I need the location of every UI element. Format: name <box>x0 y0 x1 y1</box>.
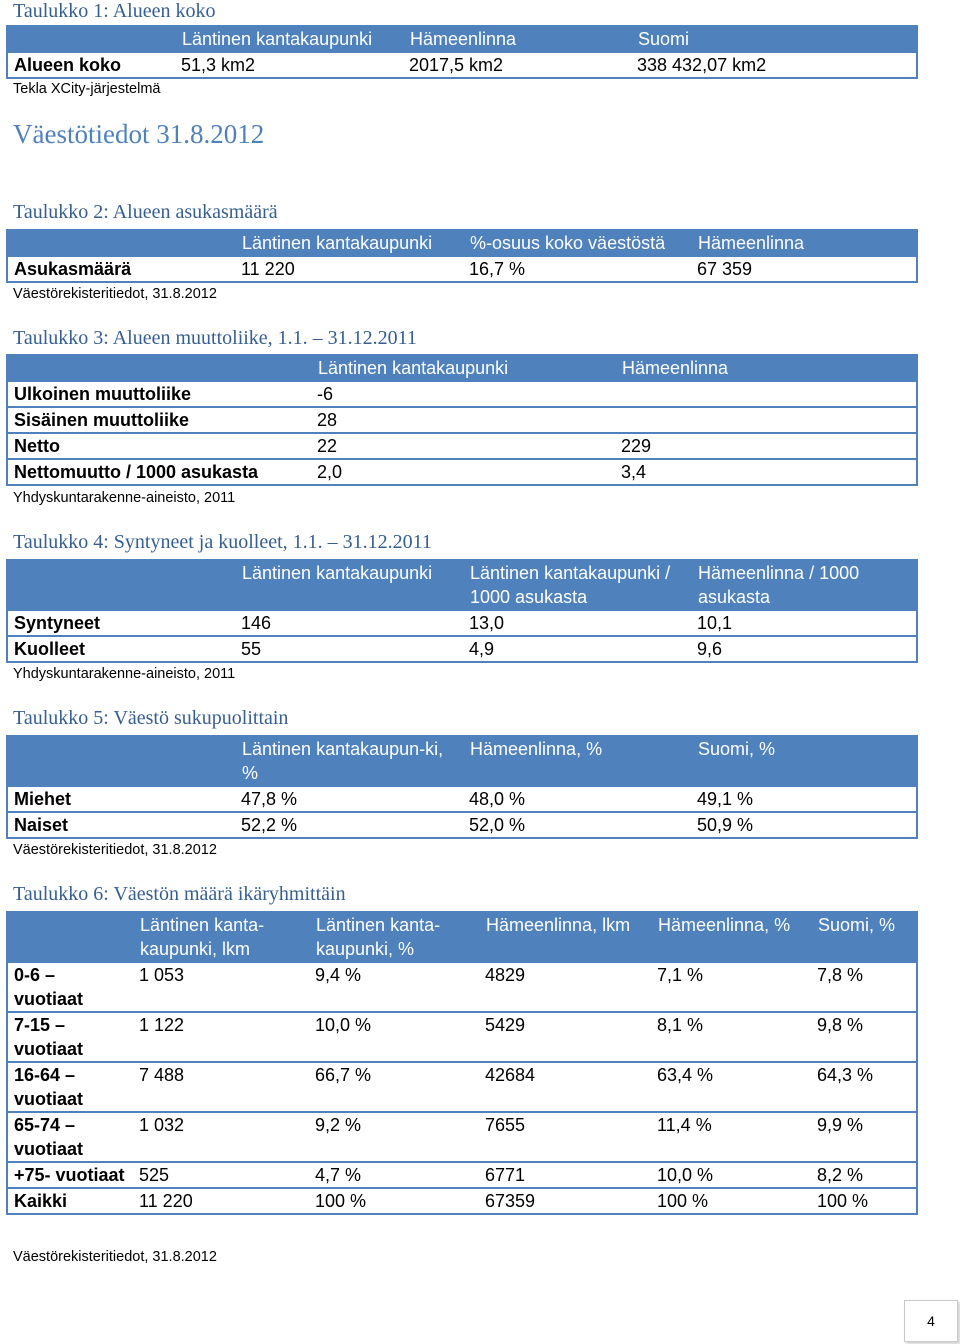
table-2-caption: Taulukko 2: Alueen asukasmäärä <box>13 201 278 223</box>
table-header-cell: Läntinen kantakaupunki <box>311 355 615 381</box>
table-row <box>7 52 917 78</box>
table-cell: 4829 <box>479 962 651 1012</box>
row-label: Ulkoinen muuttoliike <box>7 381 311 407</box>
table-cell: 11 220 <box>235 256 463 282</box>
table-cell: 1 032 <box>133 1112 309 1162</box>
table-cell: 100 % <box>309 1188 479 1214</box>
table-header-cell: Hämeenlinna / 1000 asukasta <box>691 560 917 610</box>
table-1 <box>6 25 918 79</box>
table-header-cell: Hämeenlinna, lkm <box>479 912 651 962</box>
table-cell: 47,8 % <box>235 786 463 812</box>
table-cell: 7 488 <box>133 1062 309 1112</box>
table-cell: 3,4 <box>615 459 917 485</box>
table-row <box>7 1112 917 1162</box>
table-header-cell: Läntinen kantakaupun-ki, % <box>235 736 463 786</box>
table-header-cell <box>7 26 175 52</box>
table-cell: 9,4 % <box>309 962 479 1012</box>
table-6 <box>6 911 918 1215</box>
table-4-source: Yhdyskuntarakenne-aineisto, 2011 <box>13 666 236 682</box>
row-label: Sisäinen muuttoliike <box>7 407 311 433</box>
table-cell: 42684 <box>479 1062 651 1112</box>
table-cell: 10,1 <box>691 610 917 636</box>
row-label: +75- vuotiaat <box>7 1162 133 1188</box>
table-cell: 67359 <box>479 1188 651 1214</box>
table-1-caption: Taulukko 1: Alueen koko <box>13 0 216 22</box>
table-cell: 9,8 % <box>811 1012 917 1062</box>
table-cell: 7655 <box>479 1112 651 1162</box>
table-cell: -6 <box>311 381 615 407</box>
table-cell: 22 <box>311 433 615 459</box>
row-label: Syntyneet <box>7 610 235 636</box>
table-row <box>7 1188 917 1214</box>
table-header-row <box>7 230 917 256</box>
table-cell: 50,9 % <box>691 812 917 838</box>
table-cell: 229 <box>615 433 917 459</box>
table-header-cell <box>7 560 235 610</box>
row-label: Netto <box>7 433 311 459</box>
table-5 <box>6 735 918 839</box>
table-cell: 7,1 % <box>651 962 811 1012</box>
table-2-source: Väestörekisteritiedot, 31.8.2012 <box>13 286 217 302</box>
table-cell: 51,3 km2 <box>175 52 403 78</box>
table-cell: 16,7 % <box>463 256 691 282</box>
table-header-cell: Hämeenlinna, % <box>651 912 811 962</box>
row-label: Nettomuutto / 1000 asukasta <box>7 459 311 485</box>
section-heading: Väestötiedot 31.8.2012 <box>13 119 265 149</box>
table-cell: 4,7 % <box>309 1162 479 1188</box>
table-header-cell: Läntinen kantakaupunki / 1000 asukasta <box>463 560 691 610</box>
table-header-cell: Suomi <box>631 26 917 52</box>
table-cell: 8,1 % <box>651 1012 811 1062</box>
table-header-row <box>7 355 917 381</box>
table-row <box>7 636 917 662</box>
table-header-cell <box>7 912 133 962</box>
table-cell: 10,0 % <box>651 1162 811 1188</box>
table-cell: 66,7 % <box>309 1062 479 1112</box>
table-cell: 4,9 <box>463 636 691 662</box>
table-header-cell: Hämeenlinna <box>691 230 917 256</box>
table-cell: 146 <box>235 610 463 636</box>
row-label: Miehet <box>7 786 235 812</box>
table-6-source: Väestörekisteritiedot, 31.8.2012 <box>13 1249 217 1265</box>
table-cell: 11 220 <box>133 1188 309 1214</box>
table-5-source: Väestörekisteritiedot, 31.8.2012 <box>13 842 217 858</box>
row-label: Naiset <box>7 812 235 838</box>
table-header-row <box>7 912 917 962</box>
row-label: Kaikki <box>7 1188 133 1214</box>
table-header-cell <box>7 736 235 786</box>
table-3-caption: Taulukko 3: Alueen muuttoliike, 1.1. – 31.12.2011 <box>13 327 417 349</box>
table-4 <box>6 559 918 663</box>
table-cell: 100 % <box>651 1188 811 1214</box>
row-label: 7-15 – vuotiaat <box>7 1012 133 1062</box>
table-header-cell: Hämeenlinna <box>615 355 917 381</box>
table-cell <box>615 407 917 433</box>
table-cell: 1 122 <box>133 1012 309 1062</box>
table-cell: 55 <box>235 636 463 662</box>
table-header-cell: Läntinen kanta-kaupunki, lkm <box>133 912 309 962</box>
table-header-row <box>7 26 917 52</box>
table-header-cell: Läntinen kantakaupunki <box>175 26 403 52</box>
table-row <box>7 812 917 838</box>
table-cell: 6771 <box>479 1162 651 1188</box>
table-3 <box>6 354 918 486</box>
table-header-cell: Hämeenlinna, % <box>463 736 691 786</box>
table-row <box>7 610 917 636</box>
table-row <box>7 786 917 812</box>
table-cell: 7,8 % <box>811 962 917 1012</box>
table-1-source: Tekla XCity-järjestelmä <box>13 81 161 97</box>
page-number: 4 <box>904 1300 958 1342</box>
table-cell: 10,0 % <box>309 1012 479 1062</box>
row-label: Alueen koko <box>7 52 175 78</box>
table-cell: 525 <box>133 1162 309 1188</box>
table-cell: 1 053 <box>133 962 309 1012</box>
table-cell: 8,2 % <box>811 1162 917 1188</box>
table-cell: 9,9 % <box>811 1112 917 1162</box>
table-row <box>7 433 917 459</box>
table-cell: 9,2 % <box>309 1112 479 1162</box>
table-header-cell <box>7 355 311 381</box>
table-header-row <box>7 560 917 610</box>
table-cell <box>615 381 917 407</box>
table-header-cell: Hämeenlinna <box>403 26 631 52</box>
table-row <box>7 1012 917 1062</box>
table-row <box>7 381 917 407</box>
table-2 <box>6 229 918 283</box>
table-cell: 2017,5 km2 <box>403 52 631 78</box>
table-cell: 63,4 % <box>651 1062 811 1112</box>
table-cell: 2,0 <box>311 459 615 485</box>
table-5-caption: Taulukko 5: Väestö sukupuolittain <box>13 707 289 729</box>
table-cell: 49,1 % <box>691 786 917 812</box>
table-cell: 28 <box>311 407 615 433</box>
table-header-cell <box>7 230 235 256</box>
table-header-cell: Läntinen kantakaupunki <box>235 560 463 610</box>
table-row <box>7 256 917 282</box>
row-label: Asukasmäärä <box>7 256 235 282</box>
table-cell: 64,3 % <box>811 1062 917 1112</box>
table-cell: 11,4 % <box>651 1112 811 1162</box>
table-cell: 52,0 % <box>463 812 691 838</box>
table-cell: 13,0 <box>463 610 691 636</box>
table-cell: 48,0 % <box>463 786 691 812</box>
table-row <box>7 459 917 485</box>
row-label: Kuolleet <box>7 636 235 662</box>
table-row <box>7 1162 917 1188</box>
table-cell: 100 % <box>811 1188 917 1214</box>
table-row <box>7 407 917 433</box>
table-cell: 9,6 <box>691 636 917 662</box>
row-label: 0-6 – vuotiaat <box>7 962 133 1012</box>
table-cell: 52,2 % <box>235 812 463 838</box>
table-cell: 67 359 <box>691 256 917 282</box>
row-label: 16-64 – vuotiaat <box>7 1062 133 1112</box>
table-header-row <box>7 736 917 786</box>
table-row <box>7 962 917 1012</box>
table-6-caption: Taulukko 6: Väestön määrä ikäryhmittäin <box>13 883 346 905</box>
table-cell: 5429 <box>479 1012 651 1062</box>
table-cell: 338 432,07 km2 <box>631 52 917 78</box>
table-header-cell: Läntinen kanta-kaupunki, % <box>309 912 479 962</box>
table-4-caption: Taulukko 4: Syntyneet ja kuolleet, 1.1. – 31.12.2011 <box>13 531 432 553</box>
table-3-source: Yhdyskuntarakenne-aineisto, 2011 <box>13 490 236 506</box>
table-row <box>7 1062 917 1112</box>
table-header-cell: Suomi, % <box>811 912 917 962</box>
row-label: 65-74 – vuotiaat <box>7 1112 133 1162</box>
table-header-cell: Suomi, % <box>691 736 917 786</box>
table-header-cell: %-osuus koko väestöstä <box>463 230 691 256</box>
table-header-cell: Läntinen kantakaupunki <box>235 230 463 256</box>
